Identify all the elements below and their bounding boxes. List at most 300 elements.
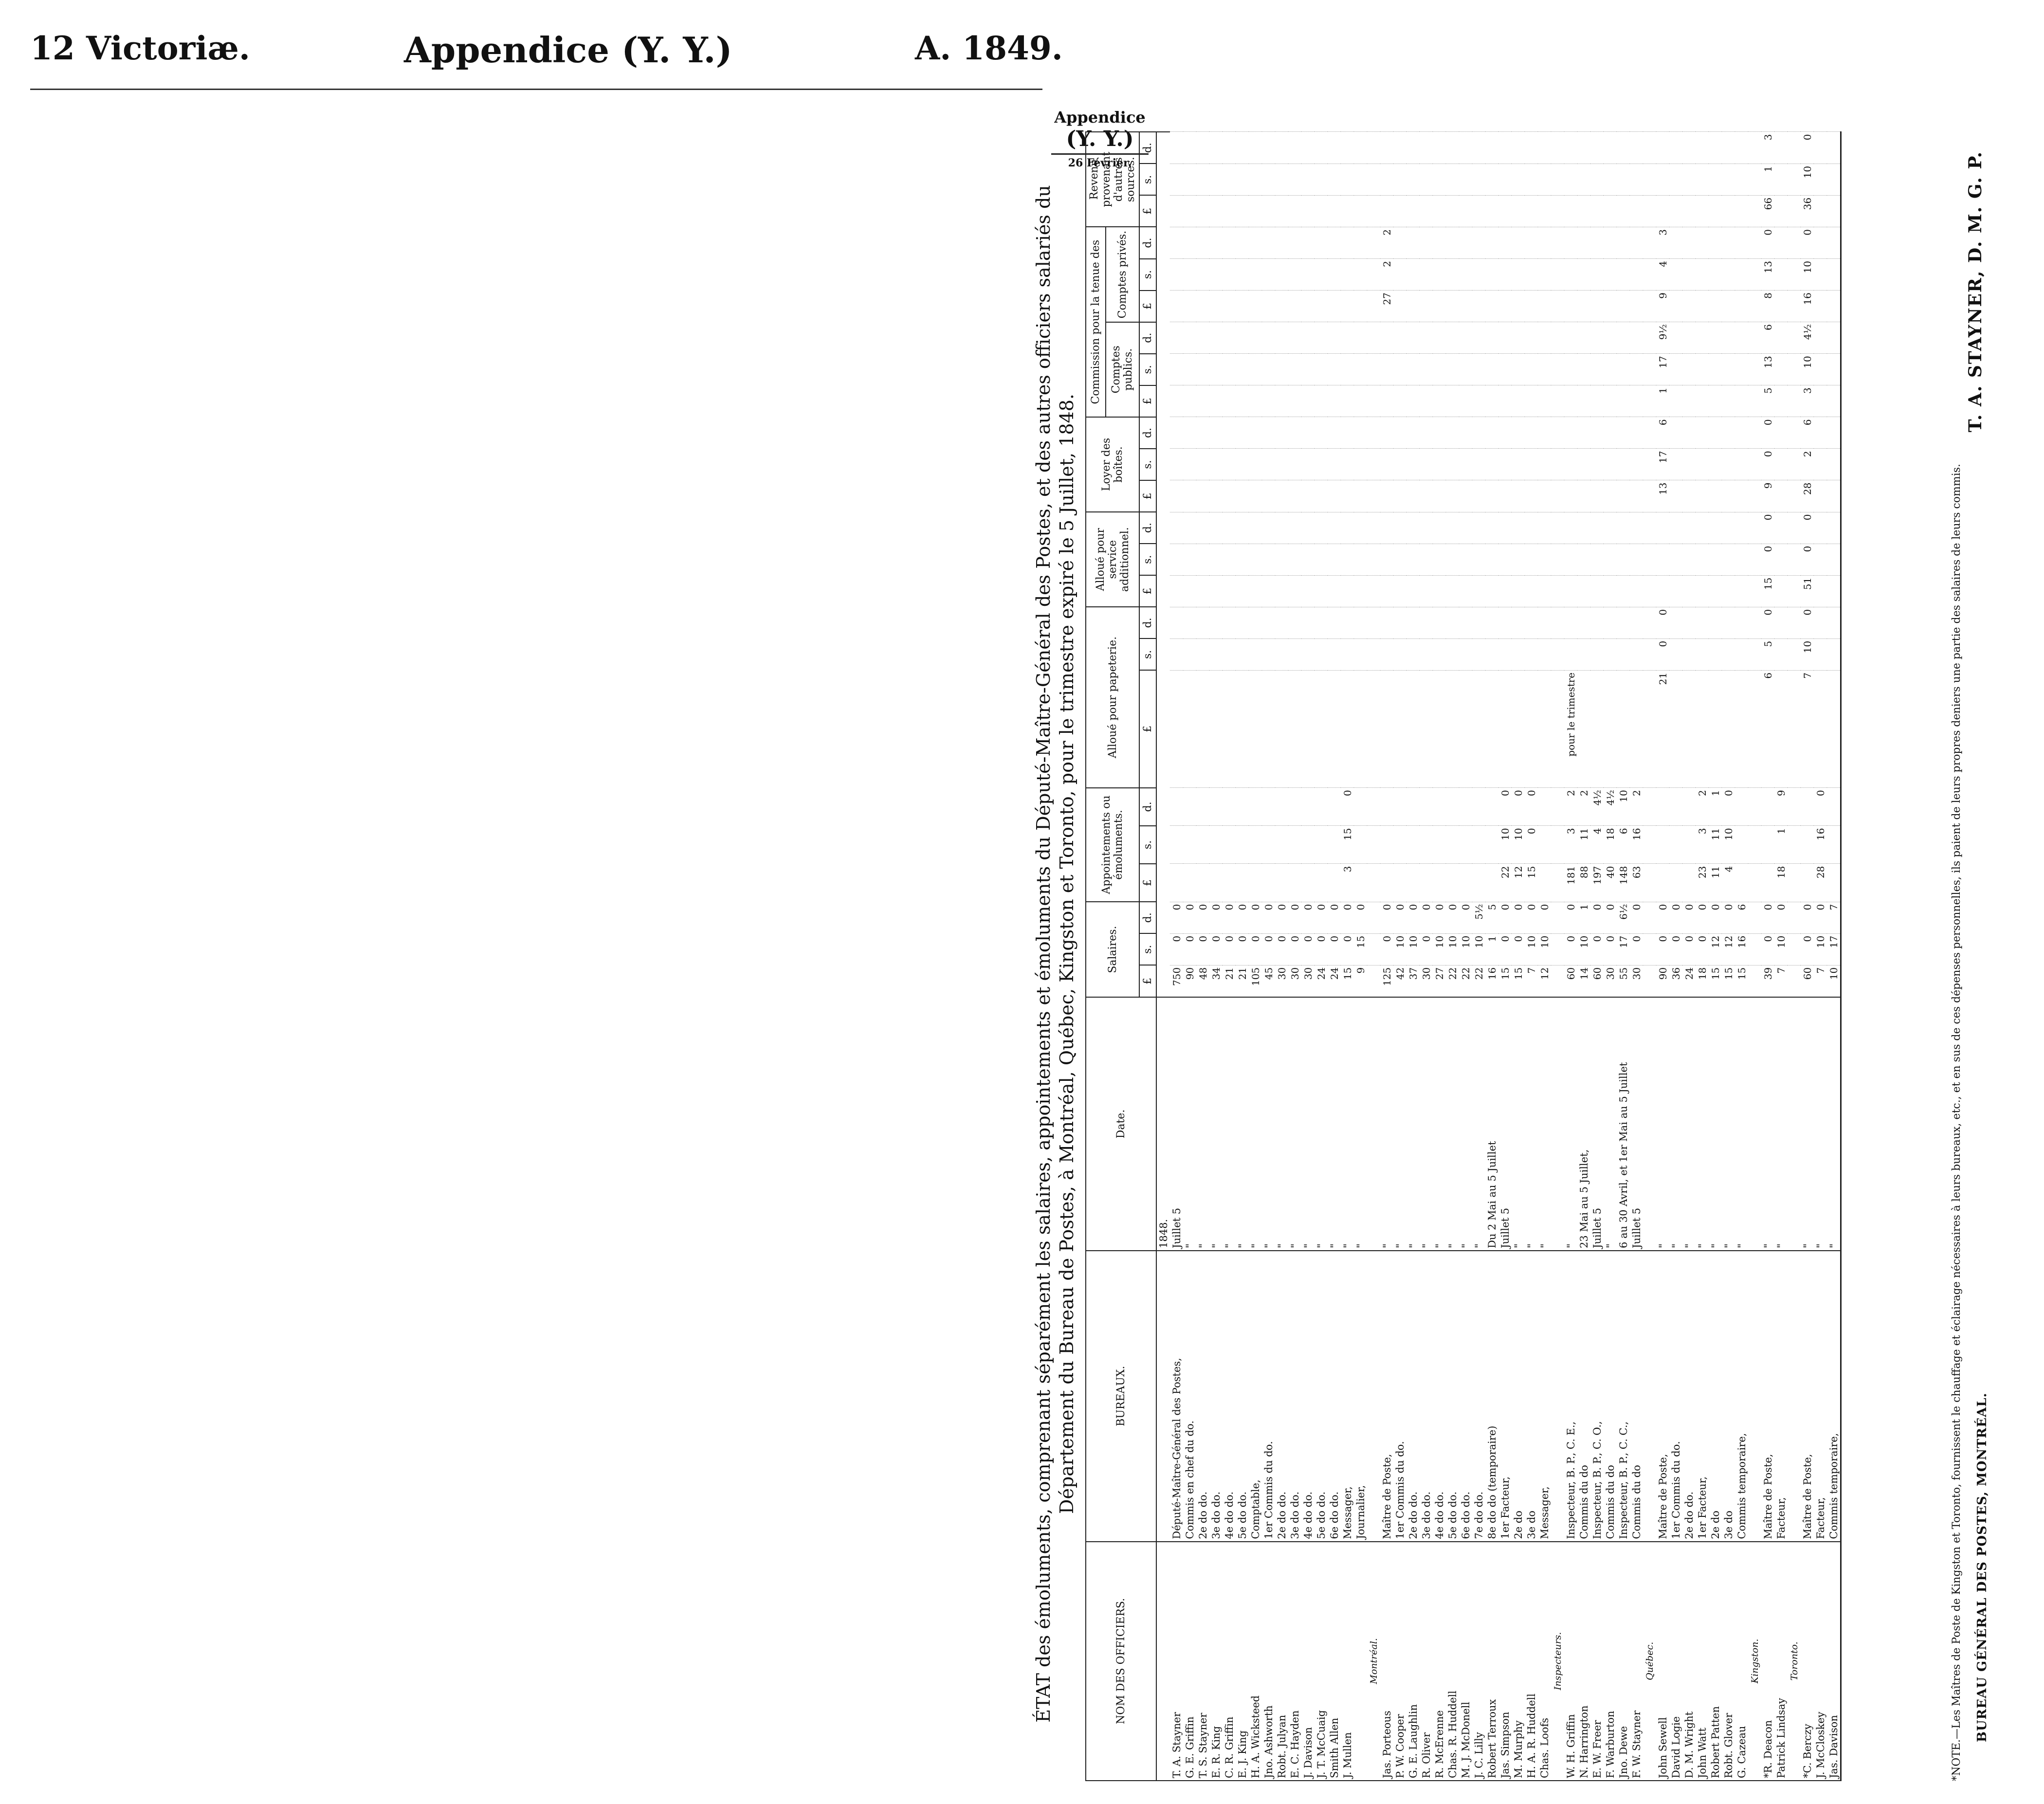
date-cell: " <box>1314 997 1328 1251</box>
amount-app <box>1183 788 1196 826</box>
bureau-cell: 1er Commis du do. <box>1262 1251 1275 1542</box>
officer-name: Robert Terroux <box>1485 1542 1498 1781</box>
amount-sal: 16 <box>1485 965 1498 997</box>
unit-header: d. <box>1139 322 1156 354</box>
amount-pub <box>1275 385 1288 417</box>
amount-loy <box>1301 449 1314 480</box>
amount-serv <box>1275 512 1288 544</box>
amount-rev <box>1288 195 1301 227</box>
amount-pub <box>1696 322 1709 354</box>
amount-rev <box>1183 132 1196 164</box>
date-cell: " <box>1393 997 1406 1251</box>
amount-pub <box>1328 385 1341 417</box>
amount-serv <box>1617 512 1630 544</box>
officer-name: W. H. Griffin <box>1564 1542 1577 1781</box>
amount-app: 12 <box>1512 864 1525 902</box>
amount-priv <box>1525 291 1538 322</box>
officer-name: M. J. McDonell <box>1459 1542 1472 1781</box>
unit-header: d. <box>1139 227 1156 258</box>
statement-title: ÉTAT des émoluments, comprenant séparément les salaires, appointements et émoluments du Député-Maître-Général des Postes, et des autres officiers salariés du Département du Bureau de Postes, à Montréal, Québec, Kingston et Toronto, pour le trimestre expiré le 5 Juillet, 1848. <box>1033 185 1077 1723</box>
amount-pub <box>1577 385 1590 417</box>
amount-pap <box>1183 670 1196 787</box>
amount-pub <box>1696 354 1709 385</box>
amount-rev <box>1709 164 1722 195</box>
amount-pub <box>1735 354 1748 385</box>
table-row <box>1696 132 1709 1781</box>
amount-rev <box>1341 164 1354 195</box>
bureau-cell: 4e do do. <box>1433 1251 1446 1542</box>
amount-priv <box>1472 227 1485 258</box>
amount-serv <box>1406 512 1420 544</box>
bureau-cell: Facteur, <box>1774 1251 1788 1542</box>
emoluments-table <box>1085 131 1842 1781</box>
amount-app <box>1459 864 1472 902</box>
amount-loy <box>1669 417 1682 449</box>
amount-pub <box>1314 385 1328 417</box>
appendix-label: Appendice (Y. Y.) <box>404 29 732 71</box>
amount-sal: 750 <box>1170 965 1183 997</box>
amount-pub <box>1564 354 1577 385</box>
rotated-statement <box>1032 117 2044 1791</box>
amount-sal: 10 <box>1393 933 1406 965</box>
amount-serv <box>1735 512 1748 544</box>
amount-app: 181 <box>1564 864 1577 902</box>
amount-priv <box>1722 259 1735 291</box>
amount-loy <box>1223 480 1236 512</box>
date-cell: " <box>1774 997 1788 1251</box>
amount-rev <box>1223 195 1236 227</box>
bureau-cell: 3e do do. <box>1288 1251 1301 1542</box>
amount-pap <box>1420 638 1433 670</box>
amount-priv <box>1275 291 1288 322</box>
amount-pub <box>1249 322 1262 354</box>
amount-serv <box>1420 575 1433 607</box>
amount-sal: 0 <box>1774 902 1788 933</box>
amount-app <box>1314 788 1328 826</box>
amount-loy <box>1209 480 1223 512</box>
amount-priv <box>1223 291 1236 322</box>
amount-pub <box>1682 322 1696 354</box>
amount-loy <box>1774 480 1788 512</box>
bureau-cell: 5e do do. <box>1446 1251 1459 1542</box>
amount-pub <box>1617 385 1630 417</box>
amount-pap <box>1288 638 1301 670</box>
amount-serv <box>1459 575 1472 607</box>
amount-serv <box>1301 575 1314 607</box>
amount-serv <box>1525 544 1538 575</box>
table-row <box>1209 132 1223 1781</box>
amount-pub <box>1433 385 1446 417</box>
amount-app <box>1735 826 1748 864</box>
amount-rev <box>1564 164 1577 195</box>
amount-app: 63 <box>1630 864 1643 902</box>
amount-app <box>1433 826 1446 864</box>
amount-app: 28 <box>1814 864 1827 902</box>
amount-app <box>1209 864 1223 902</box>
amount-app <box>1249 864 1262 902</box>
date-cell: " <box>1406 997 1420 1251</box>
amount-priv <box>1735 227 1748 258</box>
amount-serv <box>1564 512 1577 544</box>
amount-serv <box>1196 512 1209 544</box>
table-row <box>1459 132 1472 1781</box>
amount-serv <box>1617 575 1630 607</box>
amount-loy <box>1209 417 1223 449</box>
date-cell: " <box>1380 997 1393 1251</box>
amount-serv: 0 <box>1761 544 1774 575</box>
amount-loy <box>1485 417 1498 449</box>
table-row <box>1722 132 1735 1781</box>
amount-rev <box>1722 195 1735 227</box>
col-appointements: Appointements ou émoluments. <box>1086 788 1139 902</box>
amount-loy <box>1682 480 1696 512</box>
amount-serv <box>1722 575 1735 607</box>
amount-priv <box>1735 291 1748 322</box>
amount-rev <box>1249 164 1262 195</box>
amount-pap <box>1722 607 1735 638</box>
amount-loy <box>1301 480 1314 512</box>
amount-loy <box>1354 480 1367 512</box>
amount-rev <box>1301 164 1314 195</box>
amount-rev <box>1604 195 1617 227</box>
amount-pap: 0 <box>1656 638 1669 670</box>
amount-rev <box>1617 132 1630 164</box>
amount-rev <box>1696 164 1709 195</box>
amount-loy <box>1183 417 1196 449</box>
amount-sal: 0 <box>1301 902 1314 933</box>
amount-app <box>1209 826 1223 864</box>
amount-priv <box>1827 259 1841 291</box>
amount-app: 2 <box>1577 788 1590 826</box>
amount-rev <box>1341 195 1354 227</box>
table-row <box>1735 132 1748 1781</box>
amount-loy <box>1564 480 1577 512</box>
amount-pap <box>1630 638 1643 670</box>
amount-rev <box>1209 132 1223 164</box>
amount-pap <box>1459 607 1472 638</box>
amount-pub <box>1209 354 1223 385</box>
officer-name: R. McErenne <box>1433 1542 1446 1781</box>
amount-sal: 0 <box>1209 902 1223 933</box>
amount-loy <box>1774 449 1788 480</box>
amount-pub <box>1459 385 1472 417</box>
amount-serv <box>1485 575 1498 607</box>
table-row <box>1577 132 1590 1781</box>
amount-serv <box>1682 544 1696 575</box>
table-row <box>1761 132 1774 1781</box>
amount-app <box>1406 864 1420 902</box>
amount-loy <box>1709 480 1722 512</box>
amount-pap <box>1406 638 1420 670</box>
amount-priv <box>1393 227 1406 258</box>
amount-sal: 15 <box>1722 965 1735 997</box>
amount-pub <box>1275 354 1288 385</box>
amount-serv <box>1538 512 1551 544</box>
amount-loy <box>1525 417 1538 449</box>
amount-serv <box>1223 544 1236 575</box>
amount-serv <box>1630 544 1643 575</box>
amount-app <box>1314 826 1328 864</box>
amount-pap <box>1262 670 1275 787</box>
bureau-cell: Maître de Poste, <box>1656 1251 1669 1542</box>
amount-app: 23 <box>1696 864 1709 902</box>
amount-rev <box>1630 195 1643 227</box>
amount-rev: 1 <box>1761 164 1774 195</box>
amount-priv: 2 <box>1380 227 1393 258</box>
amount-sal: 7 <box>1814 965 1827 997</box>
amount-pub <box>1814 354 1827 385</box>
amount-pap <box>1577 670 1590 787</box>
amount-priv: 2 <box>1380 259 1393 291</box>
date-cell: " <box>1656 997 1669 1251</box>
unit-header: £ <box>1139 385 1156 417</box>
amount-sal: 0 <box>1328 902 1341 933</box>
amount-pub <box>1380 322 1393 354</box>
amount-app: 4 <box>1590 826 1604 864</box>
amount-app: 18 <box>1604 826 1617 864</box>
amount-app <box>1669 788 1682 826</box>
amount-sal: 24 <box>1328 965 1341 997</box>
table-row <box>1498 132 1512 1781</box>
amount-rev <box>1341 132 1354 164</box>
amount-pub <box>1393 354 1406 385</box>
amount-sal: 0 <box>1498 933 1512 965</box>
amount-app <box>1223 826 1236 864</box>
amount-app <box>1801 826 1814 864</box>
amount-pub <box>1170 385 1183 417</box>
bureau-footer: BUREAU GÉNÉRAL DES POSTES, MONTRÉAL. <box>1975 1392 1989 1742</box>
amount-pap <box>1196 638 1209 670</box>
amount-loy <box>1682 417 1696 449</box>
amount-loy <box>1827 480 1841 512</box>
amount-rev <box>1827 164 1841 195</box>
table-row <box>1827 132 1841 1781</box>
officer-name: Jno. Ashworth <box>1262 1542 1275 1781</box>
date-cell: " <box>1328 997 1341 1251</box>
amount-pub <box>1459 322 1472 354</box>
amount-loy <box>1196 480 1209 512</box>
amount-pap <box>1525 670 1538 787</box>
amount-sal: 0 <box>1341 902 1354 933</box>
amount-rev <box>1354 132 1367 164</box>
section-row <box>1788 132 1801 1781</box>
amount-serv <box>1512 544 1525 575</box>
amount-sal: 0 <box>1709 902 1722 933</box>
amount-pap: 7 <box>1801 670 1814 787</box>
unit-header: d. <box>1139 512 1156 544</box>
amount-sal: 125 <box>1380 965 1393 997</box>
amount-serv <box>1722 544 1735 575</box>
amount-priv <box>1183 227 1196 258</box>
amount-sal: 14 <box>1577 965 1590 997</box>
amount-pap <box>1735 670 1748 787</box>
session-label: 12 Victoriæ. <box>30 29 250 67</box>
amount-loy <box>1617 480 1630 512</box>
amount-loy: 28 <box>1801 480 1814 512</box>
amount-loy <box>1183 480 1196 512</box>
amount-serv <box>1814 544 1827 575</box>
date-cell: " <box>1223 997 1236 1251</box>
amount-sal: 10 <box>1525 933 1538 965</box>
amount-rev <box>1420 164 1433 195</box>
amount-pub <box>1433 354 1446 385</box>
amount-priv <box>1446 227 1459 258</box>
amount-app <box>1735 864 1748 902</box>
amount-sal: 15 <box>1354 933 1367 965</box>
amount-app <box>1236 788 1249 826</box>
amount-app: 148 <box>1617 864 1630 902</box>
officer-name: J. T. McCuaig <box>1314 1542 1328 1781</box>
amount-loy <box>1590 449 1604 480</box>
amount-serv <box>1420 544 1433 575</box>
amount-serv <box>1393 544 1406 575</box>
date-cell: " <box>1196 997 1209 1251</box>
amount-pap <box>1682 607 1696 638</box>
amount-rev: 3 <box>1761 132 1774 164</box>
unit-header: s. <box>1139 354 1156 385</box>
officer-name: David Logie <box>1669 1542 1682 1781</box>
amount-app <box>1420 864 1433 902</box>
amount-pap <box>1774 607 1788 638</box>
amount-serv <box>1669 512 1682 544</box>
amount-serv <box>1512 512 1525 544</box>
amount-sal: 0 <box>1393 902 1406 933</box>
amount-serv <box>1314 575 1328 607</box>
amount-rev <box>1236 164 1249 195</box>
amount-app <box>1538 788 1551 826</box>
amount-priv: 0 <box>1761 227 1774 258</box>
amount-loy <box>1709 417 1722 449</box>
amount-loy <box>1288 449 1301 480</box>
amount-pub <box>1196 354 1209 385</box>
amount-app: 3 <box>1696 826 1709 864</box>
amount-rev <box>1472 132 1485 164</box>
amount-pap <box>1249 670 1262 787</box>
amount-loy <box>1393 417 1406 449</box>
amount-sal: 0 <box>1223 933 1236 965</box>
unit-header: d. <box>1139 607 1156 638</box>
amount-pap <box>1827 607 1841 638</box>
bureau-cell: 1er Commis du do. <box>1669 1251 1682 1542</box>
amount-pub <box>1262 322 1275 354</box>
amount-sal: 30 <box>1288 965 1301 997</box>
amount-priv <box>1617 291 1630 322</box>
amount-pap <box>1328 670 1341 787</box>
date-cell: " <box>1696 997 1709 1251</box>
amount-serv <box>1380 512 1393 544</box>
amount-pub <box>1236 385 1249 417</box>
amount-app <box>1656 788 1669 826</box>
amount-pub <box>1472 354 1485 385</box>
amount-pap <box>1249 607 1262 638</box>
amount-app <box>1406 826 1420 864</box>
amount-app <box>1209 788 1223 826</box>
amount-rev <box>1433 195 1446 227</box>
amount-app <box>1170 864 1183 902</box>
amount-priv <box>1288 227 1301 258</box>
amount-pap <box>1827 670 1841 787</box>
amount-rev <box>1814 164 1827 195</box>
amount-pub <box>1485 354 1498 385</box>
officer-name: C. R. Griffin <box>1223 1542 1236 1781</box>
amount-serv <box>1170 544 1183 575</box>
date-cell: Du 2 Mai au 5 Juillet <box>1485 997 1498 1251</box>
amount-pub <box>1590 354 1604 385</box>
col-publics: Comptes publics. <box>1106 322 1139 417</box>
amount-sal: 0 <box>1512 902 1525 933</box>
amount-app: 4½ <box>1590 788 1604 826</box>
amount-priv <box>1472 291 1485 322</box>
amount-pap <box>1696 607 1709 638</box>
amount-serv: 0 <box>1801 544 1814 575</box>
amount-pap <box>1774 670 1788 787</box>
amount-sal: 24 <box>1314 965 1328 997</box>
amount-serv <box>1393 512 1406 544</box>
amount-sal: 36 <box>1669 965 1682 997</box>
amount-rev <box>1380 132 1393 164</box>
amount-pub <box>1446 354 1459 385</box>
amount-rev <box>1393 132 1406 164</box>
amount-sal: 22 <box>1459 965 1472 997</box>
amount-rev <box>1262 132 1275 164</box>
unit-header: £ <box>1139 864 1156 902</box>
amount-pap <box>1590 638 1604 670</box>
date-cell: " <box>1301 997 1314 1251</box>
amount-pap <box>1669 670 1682 787</box>
amount-pap <box>1498 607 1512 638</box>
amount-serv: 15 <box>1761 575 1774 607</box>
amount-sal: 21 <box>1223 965 1236 997</box>
amount-loy <box>1512 480 1525 512</box>
date-cell: " <box>1512 997 1525 1251</box>
amount-priv <box>1604 291 1617 322</box>
amount-sal: 90 <box>1656 965 1669 997</box>
amount-sal: 0 <box>1538 902 1551 933</box>
amount-pap <box>1472 607 1485 638</box>
unit-header: £ <box>1139 670 1156 787</box>
amount-sal: 0 <box>1459 902 1472 933</box>
col-bureau: BUREAUX. <box>1086 1251 1156 1542</box>
unit-header: s. <box>1139 826 1156 864</box>
amount-pap <box>1630 670 1643 787</box>
amount-priv: 8 <box>1761 291 1774 322</box>
amount-priv <box>1617 227 1630 258</box>
amount-app: 0 <box>1512 788 1525 826</box>
amount-serv <box>1301 512 1314 544</box>
amount-loy <box>1420 417 1433 449</box>
amount-priv <box>1827 291 1841 322</box>
amount-pap: 6 <box>1761 670 1774 787</box>
amount-app <box>1682 788 1696 826</box>
amount-serv <box>1262 575 1275 607</box>
amount-rev <box>1262 164 1275 195</box>
amount-app <box>1275 864 1288 902</box>
date-cell: " <box>1183 997 1196 1251</box>
amount-pap <box>1709 670 1722 787</box>
amount-priv <box>1814 291 1827 322</box>
amount-sal: 0 <box>1183 902 1196 933</box>
amount-serv <box>1656 544 1669 575</box>
bureau-cell: 3e do do. <box>1209 1251 1223 1542</box>
amount-rev <box>1814 195 1827 227</box>
amount-serv <box>1420 512 1433 544</box>
amount-pub <box>1735 385 1748 417</box>
amount-serv <box>1328 544 1341 575</box>
amount-pub <box>1196 322 1209 354</box>
amount-pap <box>1827 638 1841 670</box>
amount-rev <box>1735 132 1748 164</box>
amount-rev <box>1538 132 1551 164</box>
